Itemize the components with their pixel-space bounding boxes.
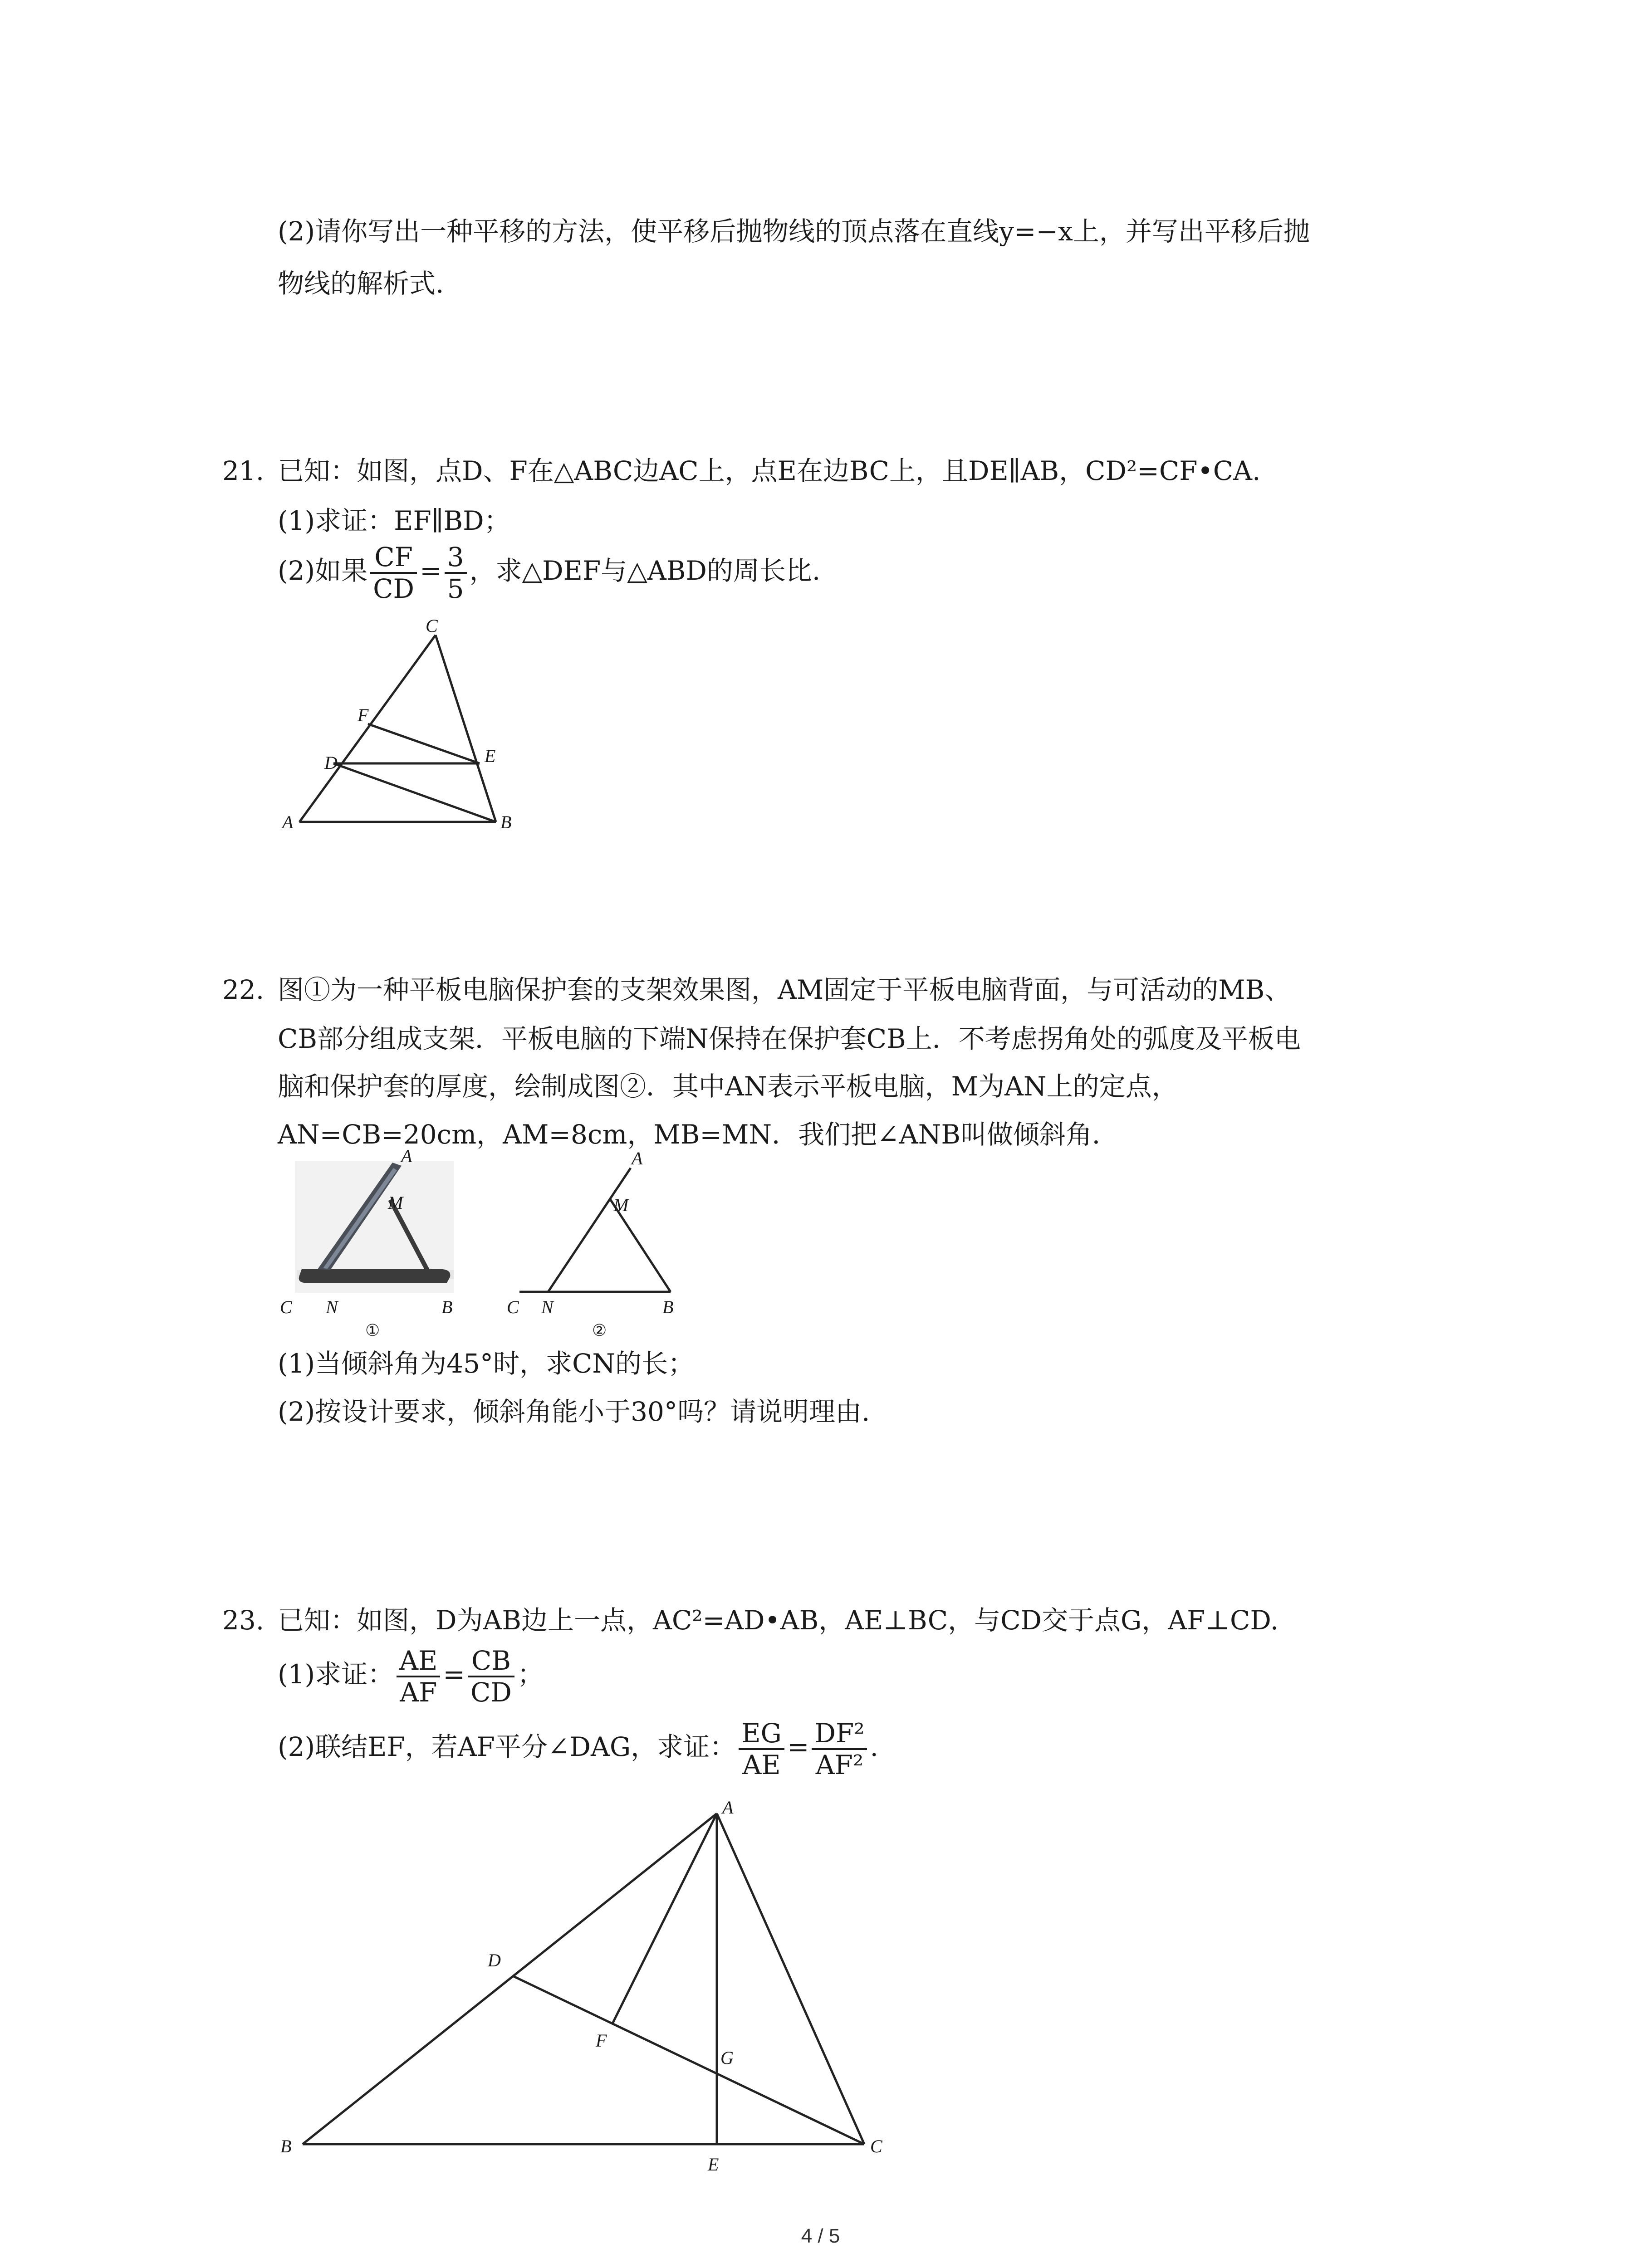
q20-part2-line1: (2)请你写出一种平移的方法，使平移后抛物线的顶点落在直线y=−x上，并写出平移后抛 bbox=[278, 216, 1310, 247]
fraction-denominator: AE bbox=[742, 1750, 781, 1780]
label-C: C bbox=[426, 616, 438, 636]
label-E: E bbox=[485, 746, 496, 766]
equals-sign: = bbox=[787, 1731, 809, 1763]
diagram-label-M: M bbox=[613, 1195, 629, 1215]
q22-line3: 脑和保护套的厚度，绘制成图②．其中AN表示平板电脑，M为AN上的定点， bbox=[278, 1071, 1178, 1102]
label-C: C bbox=[870, 2136, 882, 2156]
page-number: 4 / 5 bbox=[801, 2225, 840, 2247]
fraction-denominator: CD bbox=[470, 1677, 512, 1708]
diagram-label-N: N bbox=[541, 1297, 554, 1317]
q23-part1-prefix: (1)求证： bbox=[278, 1659, 394, 1690]
fraction-numerator: AE bbox=[397, 1646, 440, 1677]
q23-part1-suffix: ； bbox=[517, 1659, 544, 1690]
label-E: E bbox=[708, 2154, 719, 2175]
q22-line1: 图①为一种平板电脑保护套的支架效果图，AM固定于平板电脑背面，与可活动的MB、 bbox=[278, 974, 1291, 1005]
photo-label-B: B bbox=[441, 1297, 453, 1317]
photo-label-M: M bbox=[388, 1193, 403, 1213]
label-B: B bbox=[500, 812, 512, 832]
label-F: F bbox=[358, 705, 369, 725]
label-F: F bbox=[596, 2030, 607, 2051]
fig1-caption: ① bbox=[365, 1321, 380, 1339]
fraction-numerator: 3 bbox=[445, 542, 467, 574]
label-D: D bbox=[488, 1950, 501, 1970]
q21-part1: (1)求证：EF∥BD； bbox=[278, 505, 510, 536]
equals-sign: = bbox=[420, 555, 442, 587]
q21-stem: 已知：如图，点D、F在△ABC边AC上，点E在边BC上，且DE∥AB，CD²=CF•CA. bbox=[278, 455, 1261, 486]
q22-part2: (2)按设计要求，倾斜角能小于30°吗？请说明理由. bbox=[278, 1396, 870, 1427]
q22-line2: CB部分组成支架．平板电脑的下端N保持在保护套CB上．不考虑拐角处的弧度及平板电 bbox=[278, 1023, 1301, 1054]
label-A: A bbox=[722, 1797, 734, 1818]
photo-label-A: A bbox=[401, 1146, 412, 1166]
photo-label-C: C bbox=[280, 1297, 292, 1317]
q23-number: 23. bbox=[222, 1605, 265, 1636]
fraction-numerator: CB bbox=[468, 1646, 514, 1677]
q23-part2-prefix: (2)联结EF，若AF平分∠DAG，求证： bbox=[278, 1731, 736, 1763]
q23-stem: 已知：如图，D为AB边上一点，AC²=AD•AB，AE⊥BC，与CD交于点G，AF⊥CD. bbox=[278, 1605, 1279, 1636]
label-D: D bbox=[324, 753, 338, 773]
fig2-caption: ② bbox=[592, 1321, 607, 1339]
fraction-denominator: 5 bbox=[447, 573, 464, 604]
q21-part2-prefix: (2)如果 bbox=[278, 555, 368, 587]
q23-part2-suffix: . bbox=[870, 1731, 878, 1763]
diagram-label-C: C bbox=[507, 1297, 519, 1317]
q22-number: 22. bbox=[222, 974, 265, 1005]
diagram-label-B: B bbox=[662, 1297, 674, 1317]
label-A: A bbox=[282, 812, 294, 832]
q21-part2-suffix: ，求△DEF与△ABD的周长比. bbox=[469, 555, 821, 587]
fraction-numerator: EG bbox=[739, 1718, 784, 1750]
q20-part2-line2: 物线的解析式. bbox=[278, 268, 444, 299]
photo-label-N: N bbox=[326, 1297, 338, 1317]
fraction-numerator: DF² bbox=[812, 1718, 867, 1750]
fraction-denominator: AF² bbox=[815, 1750, 864, 1780]
q22-part1: (1)当倾斜角为45°时，求CN的长； bbox=[278, 1348, 695, 1379]
label-G: G bbox=[720, 2048, 734, 2068]
fraction-denominator: CD bbox=[373, 573, 415, 604]
fraction-denominator: AF bbox=[400, 1677, 437, 1708]
diagram-label-A: A bbox=[632, 1148, 643, 1168]
fraction-numerator: CF bbox=[370, 542, 417, 574]
label-B: B bbox=[280, 2136, 292, 2156]
q21-number: 21. bbox=[222, 455, 265, 486]
q22-line4: AN=CB=20cm，AM=8cm，MB=MN．我们把∠ANB叫做倾斜角． bbox=[278, 1119, 1118, 1150]
equals-sign: = bbox=[443, 1659, 465, 1690]
